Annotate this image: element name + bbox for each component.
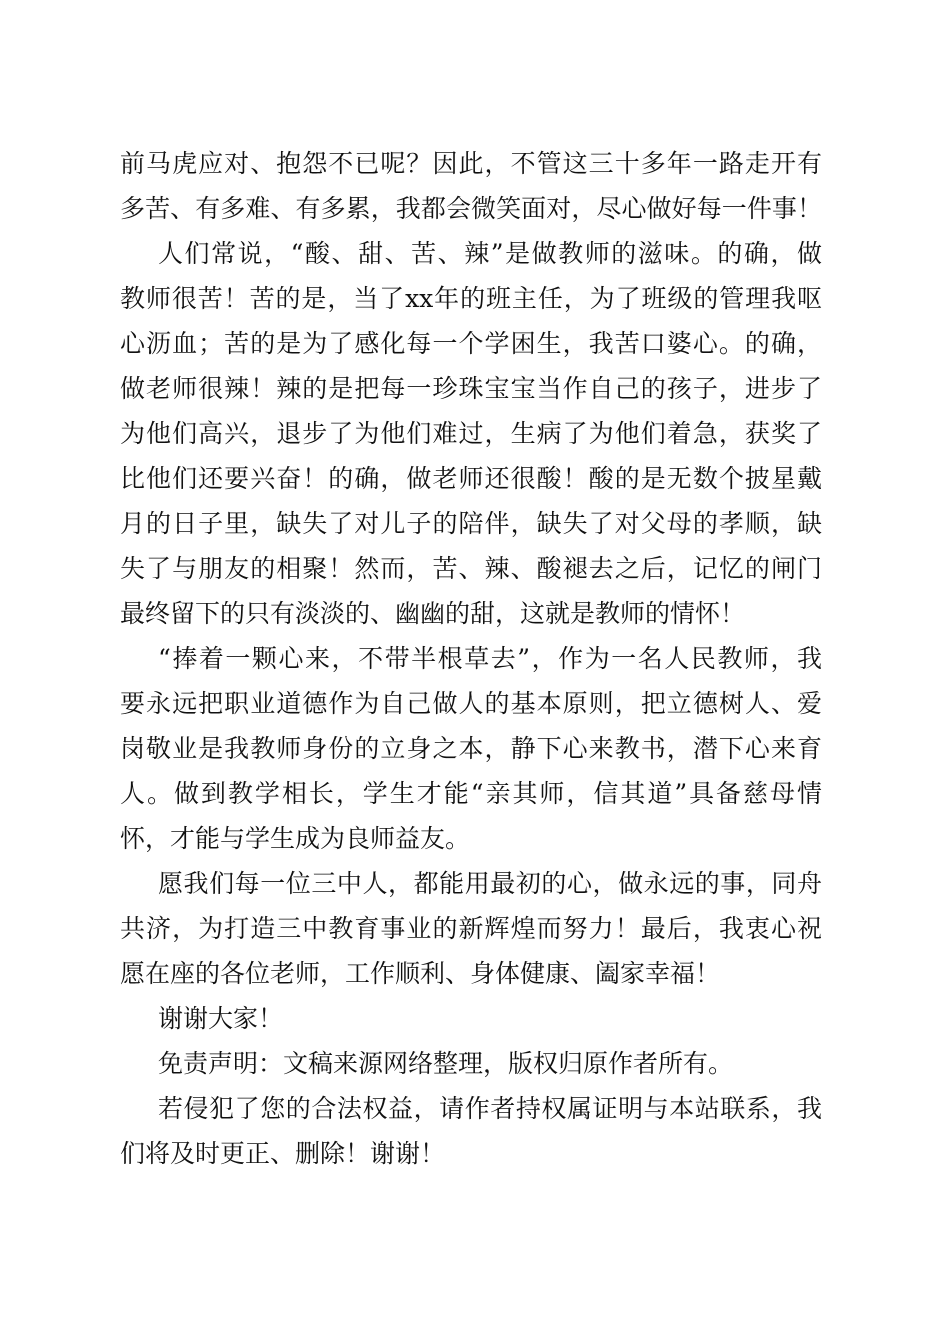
text-line: 共济，为打造三中教育事业的新辉煌而努力！最后，我衷心祝 <box>120 914 822 943</box>
disclaimer-line: 免责声明：文稿来源网络整理，版权归原作者所有。 <box>158 1049 734 1078</box>
text-line: 比他们还要兴奋！的确，做老师还很酸！酸的是无数个披星戴 <box>120 464 822 493</box>
text-line: 教师很苦！苦的是，当了xx年的班主任，为了班级的管理我呕 <box>120 284 822 313</box>
paragraph-start-line: 人们常说，“酸、甜、苦、辣”是做教师的滋味。的确，做 <box>158 239 822 268</box>
paragraph-start-line: “捧着一颗心来，不带半根草去”，作为一名人民教师，我 <box>158 644 822 673</box>
paragraph-start-line: 愿我们每一位三中人，都能用最初的心，做永远的事，同舟 <box>158 869 822 898</box>
text-line: 心沥血；苦的是为了感化每一个学困生，我苦口婆心。的确， <box>120 329 822 358</box>
thanks-line: 谢谢大家！ <box>158 1004 284 1033</box>
text-line: 失了与朋友的相聚！然而，苦、辣、酸褪去之后，记忆的闸门 <box>120 554 822 583</box>
text-line: 要永远把职业道德作为自己做人的基本原则，把立德树人、爱 <box>120 689 822 718</box>
text-line: 前马虎应对、抱怨不已呢？因此，不管这三十多年一路走开有 <box>120 149 822 178</box>
disclaimer-end-line: 们将及时更正、删除！谢谢！ <box>120 1139 446 1168</box>
disclaimer-line: 若侵犯了您的合法权益，请作者持权属证明与本站联系，我 <box>158 1094 822 1123</box>
body-text <box>120 141 822 1176</box>
text-line: 人。做到教学相长，学生才能“亲其师，信其道”具备慈母情 <box>120 779 822 808</box>
paragraph-end-line: 最终留下的只有淡淡的、幽幽的甜，这就是教师的情怀！ <box>120 599 746 628</box>
text-line: 岗敬业是我教师身份的立身之本，静下心来教书，潜下心来育 <box>120 734 822 763</box>
text-line: 月的日子里，缺失了对儿子的陪伴，缺失了对父母的孝顺，缺 <box>120 509 822 538</box>
text-line: 多苦、有多难、有多累，我都会微笑面对，尽心做好每一件事！ <box>120 194 822 223</box>
paragraph-end-line: 怀，才能与学生成为良师益友。 <box>120 824 471 853</box>
paragraph-end-line: 愿在座的各位老师，工作顺利、身体健康、阖家幸福！ <box>120 959 721 988</box>
text-line: 为他们高兴，退步了为他们难过，生病了为他们着急，获奖了 <box>120 419 822 448</box>
text-line: 做老师很辣！辣的是把每一珍珠宝宝当作自己的孩子，进步了 <box>120 374 822 403</box>
